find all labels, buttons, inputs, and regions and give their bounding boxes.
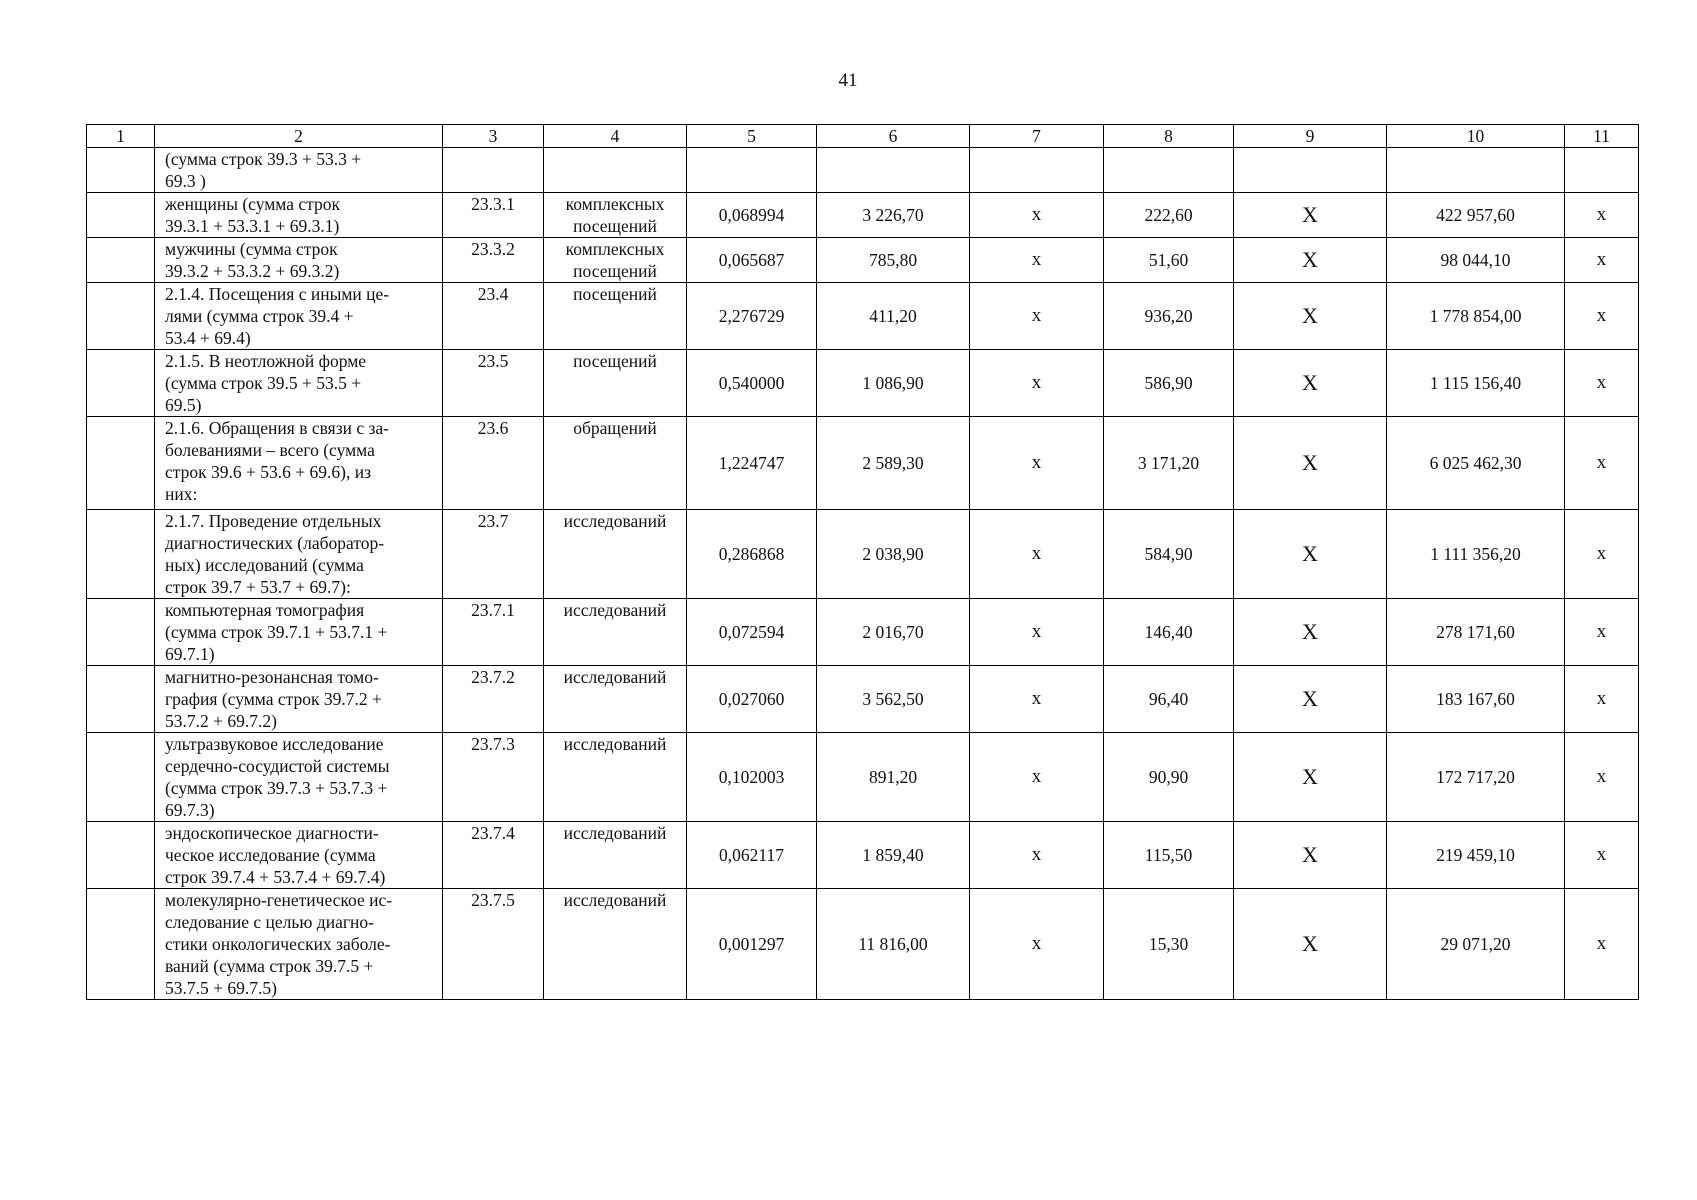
unit-cell <box>544 148 687 193</box>
indicator-name-cell: мужчины (сумма строк 39.3.2 + 53.3.2 + 69.3.2) <box>155 238 443 283</box>
share-cell: х <box>1565 238 1639 283</box>
budget-per-capita-cell: х <box>970 822 1104 889</box>
share-cell: х <box>1565 599 1639 666</box>
oms-per-capita-cell: 90,90 <box>1104 733 1234 822</box>
budget-per-capita-cell: х <box>970 283 1104 350</box>
row-number-cell <box>87 599 155 666</box>
oms-per-capita-cell <box>1104 148 1234 193</box>
budget-total-cell: Х <box>1234 510 1387 599</box>
row-code-cell: 23.7 <box>443 510 544 599</box>
budget-total-cell: Х <box>1234 350 1387 417</box>
oms-total-cell: 29 071,20 <box>1387 889 1565 1000</box>
budget-total-cell: Х <box>1234 417 1387 510</box>
share-cell: х <box>1565 350 1639 417</box>
row-number-cell <box>87 666 155 733</box>
row-code-cell: 23.7.2 <box>443 666 544 733</box>
column-header: 9 <box>1234 125 1387 148</box>
unit-cell: комплексных посещений <box>544 193 687 238</box>
oms-per-capita-cell: 115,50 <box>1104 822 1234 889</box>
row-code-cell <box>443 148 544 193</box>
volume-norm-cell: 2,276729 <box>687 283 817 350</box>
table-row <box>87 822 1639 889</box>
cost-norm-cell: 1 086,90 <box>817 350 970 417</box>
budget-total-cell: Х <box>1234 889 1387 1000</box>
row-number-cell <box>87 822 155 889</box>
oms-per-capita-cell: 586,90 <box>1104 350 1234 417</box>
row-number-cell <box>87 350 155 417</box>
volume-norm-cell: 0,102003 <box>687 733 817 822</box>
cost-norm-cell: 2 038,90 <box>817 510 970 599</box>
budget-total-cell: Х <box>1234 193 1387 238</box>
volume-norm-cell: 1,224747 <box>687 417 817 510</box>
unit-cell: посещений <box>544 350 687 417</box>
oms-total-cell: 278 171,60 <box>1387 599 1565 666</box>
budget-per-capita-cell: х <box>970 238 1104 283</box>
row-code-cell: 23.6 <box>443 417 544 510</box>
volume-norm-cell: 0,062117 <box>687 822 817 889</box>
table-row <box>87 350 1639 417</box>
row-number-cell <box>87 417 155 510</box>
cost-norm-cell: 785,80 <box>817 238 970 283</box>
row-code-cell: 23.4 <box>443 283 544 350</box>
indicator-name-cell: 2.1.5. В неотложной форме (сумма строк 39.5 + 53.5 + 69.5) <box>155 350 443 417</box>
budget-total-cell: Х <box>1234 666 1387 733</box>
cost-norm-cell: 3 226,70 <box>817 193 970 238</box>
oms-total-cell: 219 459,10 <box>1387 822 1565 889</box>
row-code-cell: 23.3.2 <box>443 238 544 283</box>
cost-norm-cell: 11 816,00 <box>817 889 970 1000</box>
volume-norm-cell: 0,027060 <box>687 666 817 733</box>
indicator-name-cell: эндоскопическое диагности- ческое исследование (сумма строк 39.7.4 + 53.7.4 + 69.7.4) <box>155 822 443 889</box>
share-cell: х <box>1565 417 1639 510</box>
oms-per-capita-cell: 3 171,20 <box>1104 417 1234 510</box>
budget-per-capita-cell: х <box>970 666 1104 733</box>
oms-total-cell: 172 717,20 <box>1387 733 1565 822</box>
budget-total-cell: Х <box>1234 238 1387 283</box>
table-row <box>87 889 1639 1000</box>
indicator-name-cell: магнитно-резонансная томо- графия (сумма строк 39.7.2 + 53.7.2 + 69.7.2) <box>155 666 443 733</box>
column-header: 5 <box>687 125 817 148</box>
unit-cell: исследований <box>544 599 687 666</box>
share-cell <box>1565 148 1639 193</box>
row-code-cell: 23.3.1 <box>443 193 544 238</box>
table-row <box>87 148 1639 193</box>
row-number-cell <box>87 148 155 193</box>
indicator-name-cell: женщины (сумма строк 39.3.1 + 53.3.1 + 69.3.1) <box>155 193 443 238</box>
cost-norm-cell: 2 016,70 <box>817 599 970 666</box>
indicator-name-cell: ультразвуковое исследование сердечно-сосудистой системы (сумма строк 39.7.3 + 53.7.3 + 69.7.3) <box>155 733 443 822</box>
column-header: 8 <box>1104 125 1234 148</box>
budget-total-cell: Х <box>1234 733 1387 822</box>
indicator-name-cell: 2.1.7. Проведение отдельных диагностических (лаборатор- ных) исследований (сумма строк 39.7 + 53.7 + 69.7): <box>155 510 443 599</box>
share-cell: х <box>1565 666 1639 733</box>
indicator-name-cell: 2.1.4. Посещения с иными це- лями (сумма строк 39.4 + 53.4 + 69.4) <box>155 283 443 350</box>
share-cell: х <box>1565 193 1639 238</box>
table-row <box>87 417 1639 510</box>
oms-per-capita-cell: 51,60 <box>1104 238 1234 283</box>
oms-per-capita-cell: 96,40 <box>1104 666 1234 733</box>
table-row <box>87 510 1639 599</box>
row-number-cell <box>87 733 155 822</box>
cost-norm-cell <box>817 148 970 193</box>
table-row <box>87 733 1639 822</box>
column-header: 11 <box>1565 125 1639 148</box>
unit-cell: исследований <box>544 889 687 1000</box>
column-header: 7 <box>970 125 1104 148</box>
budget-per-capita-cell <box>970 148 1104 193</box>
table-row <box>87 283 1639 350</box>
budget-per-capita-cell: х <box>970 889 1104 1000</box>
row-code-cell: 23.7.1 <box>443 599 544 666</box>
oms-total-cell: 183 167,60 <box>1387 666 1565 733</box>
oms-total-cell: 98 044,10 <box>1387 238 1565 283</box>
volume-norm-cell: 0,540000 <box>687 350 817 417</box>
budget-total-cell: Х <box>1234 283 1387 350</box>
indicator-name-cell: компьютерная томография (сумма строк 39.7.1 + 53.7.1 + 69.7.1) <box>155 599 443 666</box>
unit-cell: исследований <box>544 510 687 599</box>
table-row <box>87 193 1639 238</box>
row-number-cell <box>87 510 155 599</box>
row-number-cell <box>87 193 155 238</box>
budget-per-capita-cell: х <box>970 417 1104 510</box>
share-cell: х <box>1565 510 1639 599</box>
table-row <box>87 666 1639 733</box>
column-header: 10 <box>1387 125 1565 148</box>
row-number-cell <box>87 283 155 350</box>
cost-norm-cell: 891,20 <box>817 733 970 822</box>
cost-norm-cell: 2 589,30 <box>817 417 970 510</box>
budget-total-cell: Х <box>1234 599 1387 666</box>
column-header: 3 <box>443 125 544 148</box>
row-code-cell: 23.7.4 <box>443 822 544 889</box>
unit-cell: исследований <box>544 733 687 822</box>
oms-total-cell: 6 025 462,30 <box>1387 417 1565 510</box>
oms-total-cell: 422 957,60 <box>1387 193 1565 238</box>
share-cell: х <box>1565 889 1639 1000</box>
volume-norm-cell: 0,065687 <box>687 238 817 283</box>
volume-norm-cell: 0,286868 <box>687 510 817 599</box>
column-header: 4 <box>544 125 687 148</box>
volume-norm-cell <box>687 148 817 193</box>
oms-per-capita-cell: 222,60 <box>1104 193 1234 238</box>
column-header: 2 <box>155 125 443 148</box>
row-number-cell <box>87 238 155 283</box>
unit-cell: посещений <box>544 283 687 350</box>
unit-cell: комплексных посещений <box>544 238 687 283</box>
table-row <box>87 599 1639 666</box>
unit-cell: обращений <box>544 417 687 510</box>
volume-norm-cell: 0,068994 <box>687 193 817 238</box>
column-header: 1 <box>87 125 155 148</box>
share-cell: х <box>1565 822 1639 889</box>
budget-per-capita-cell: х <box>970 193 1104 238</box>
volume-norm-cell: 0,001297 <box>687 889 817 1000</box>
volume-norm-cell: 0,072594 <box>687 599 817 666</box>
unit-cell: исследований <box>544 822 687 889</box>
indicator-name-cell: 2.1.6. Обращения в связи с за- болеваниями – всего (сумма строк 39.6 + 53.6 + 69.6), из них: <box>155 417 443 510</box>
budget-per-capita-cell: х <box>970 510 1104 599</box>
budget-total-cell: Х <box>1234 822 1387 889</box>
column-number-row <box>87 125 1639 148</box>
oms-total-cell: 1 115 156,40 <box>1387 350 1565 417</box>
oms-total-cell <box>1387 148 1565 193</box>
row-number-cell <box>87 889 155 1000</box>
oms-total-cell: 1 111 356,20 <box>1387 510 1565 599</box>
table-row <box>87 238 1639 283</box>
budget-per-capita-cell: х <box>970 350 1104 417</box>
column-header: 6 <box>817 125 970 148</box>
table-body <box>87 148 1639 1000</box>
unit-cell: исследований <box>544 666 687 733</box>
budget-per-capita-cell: х <box>970 599 1104 666</box>
budget-total-cell <box>1234 148 1387 193</box>
data-table <box>86 124 1639 1000</box>
budget-per-capita-cell: х <box>970 733 1104 822</box>
share-cell: х <box>1565 733 1639 822</box>
indicator-name-cell: молекулярно-генетическое ис- следование с целью диагно- стики онкологических заболе- ваний (сумма строк 39.7.5 + 53.7.5 + 69.7.5) <box>155 889 443 1000</box>
oms-per-capita-cell: 146,40 <box>1104 599 1234 666</box>
oms-total-cell: 1 778 854,00 <box>1387 283 1565 350</box>
indicator-name-cell: (сумма строк 39.3 + 53.3 + 69.3 ) <box>155 148 443 193</box>
row-code-cell: 23.7.3 <box>443 733 544 822</box>
cost-norm-cell: 3 562,50 <box>817 666 970 733</box>
oms-per-capita-cell: 15,30 <box>1104 889 1234 1000</box>
cost-norm-cell: 1 859,40 <box>817 822 970 889</box>
row-code-cell: 23.7.5 <box>443 889 544 1000</box>
cost-norm-cell: 411,20 <box>817 283 970 350</box>
oms-per-capita-cell: 936,20 <box>1104 283 1234 350</box>
page-number: 41 <box>838 70 858 91</box>
share-cell: х <box>1565 283 1639 350</box>
row-code-cell: 23.5 <box>443 350 544 417</box>
oms-per-capita-cell: 584,90 <box>1104 510 1234 599</box>
